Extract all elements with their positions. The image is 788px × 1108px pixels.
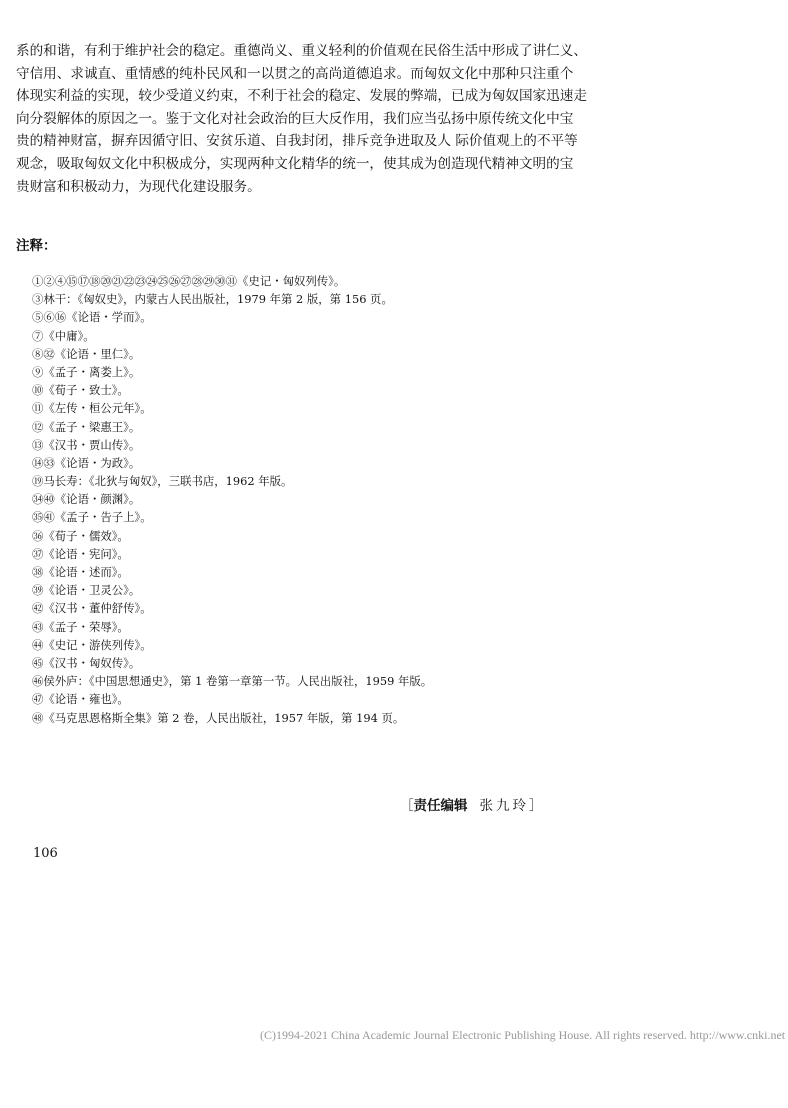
note-item: ③林干：《匈奴史》，内蒙古人民出版社，1979 年第 2 版，第 156 页。 xyxy=(32,292,393,307)
editor-open-bracket: ［ xyxy=(400,798,414,814)
body-line: 贵财富和积极动力，为现代化建设服务。 xyxy=(16,178,261,195)
note-item: ㊴《论语・卫灵公》。 xyxy=(32,583,141,598)
editor-name: 张九玲 xyxy=(479,798,529,814)
note-item: ㊼《论语・雍也》。 xyxy=(32,692,129,707)
note-item: ㊸《孟子・荣辱》。 xyxy=(32,619,129,634)
note-item: ㊷《汉书・董仲舒传》。 xyxy=(32,601,152,616)
body-paragraph xyxy=(16,40,592,198)
note-item: ㉟㊶《孟子・告子上》。 xyxy=(32,510,152,525)
note-item: ⑪《左传・桓公元年》。 xyxy=(32,401,152,416)
note-item: ㊳《论语・述而》。 xyxy=(32,565,129,579)
editor-close-bracket: ］ xyxy=(529,798,543,814)
notes-list xyxy=(32,272,432,727)
notes-heading: 注释： xyxy=(16,238,57,254)
note-item: ⑬《汉书・贾山传》。 xyxy=(32,437,141,452)
note-item: ⑩《荀子・致士》。 xyxy=(32,383,129,398)
note-item: ⑫《孟子・梁惠王》。 xyxy=(32,419,141,434)
note-item: ①②④⑮⑰⑱⑳㉑㉒㉓㉔㉕㉖㉗㉘㉙㉚㉛《史记・匈奴列传》。 xyxy=(32,274,346,288)
body-line: 贵的精神财富，摒弃因循守旧、安贫乐道、自我封闭，排斥竞争进取及人 际价值观上的不平等 xyxy=(16,133,578,150)
body-line: 守信用、求诚直、重情感的纯朴民风和一以贯之的高尚道德追求。而匈奴文化中那种只注重个 xyxy=(16,65,574,82)
note-item: ㊺《汉书・匈奴传》。 xyxy=(32,655,141,670)
note-item: ㊹《史记・游侠列传》。 xyxy=(32,637,152,652)
note-item: ⑭㉝《论语・为政》。 xyxy=(32,455,141,470)
note-item: ㊲《论语・宪问》。 xyxy=(32,546,129,561)
note-item: ⑲马长寿：《北狄与匈奴》，三联书店，1962 年版。 xyxy=(32,474,293,489)
body-line: 体现实利益的实现，较少受道义约束，不利于社会的稳定、发展的弊端，已成为匈奴国家迅速走 xyxy=(16,88,587,105)
note-item: ㊱《荀子・儒效》。 xyxy=(32,528,129,543)
note-item: ㊽《马克思恩格斯全集》第 2 卷，人民出版社，1957 年版，第 194 页。 xyxy=(32,710,405,725)
body-line: 向分裂解体的原因之一。鉴于文化对社会政治的巨大反作用，我们应当弘扬中原传统文化中宝 xyxy=(16,110,574,127)
copyright-footer: (C)1994-2021 China Academic Journal Electronic Publishing House. All rights reserved. http://www.cnki.net xyxy=(260,1028,786,1042)
note-item: ㊻侯外庐：《中国思想通史》，第 1 卷第一章第一节。人民出版社，1959 年版。 xyxy=(32,674,433,689)
body-line: 观念，吸取匈奴文化中积极成分，实现两种文化精华的统一，使其成为创造现代精神文明的宝 xyxy=(16,155,574,172)
page-number: 106 xyxy=(33,846,58,861)
body-line: 系的和谐，有利于维护社会的稳定。重德尚义、重义轻利的价值观在民俗生活中形成了讲仁义、 xyxy=(16,43,587,59)
editor-credit xyxy=(400,794,543,814)
note-item: ㉞㊵《论语・颜渊》。 xyxy=(32,492,141,507)
note-item: ⑧㉜《论语・里仁》。 xyxy=(32,346,141,361)
note-item: ⑤⑥⑯《论语・学而》。 xyxy=(32,310,152,325)
note-item: ⑨《孟子・离娄上》。 xyxy=(32,364,141,379)
note-item: ⑦《中庸》。 xyxy=(32,328,95,343)
editor-label: 责任编辑 xyxy=(413,798,468,814)
